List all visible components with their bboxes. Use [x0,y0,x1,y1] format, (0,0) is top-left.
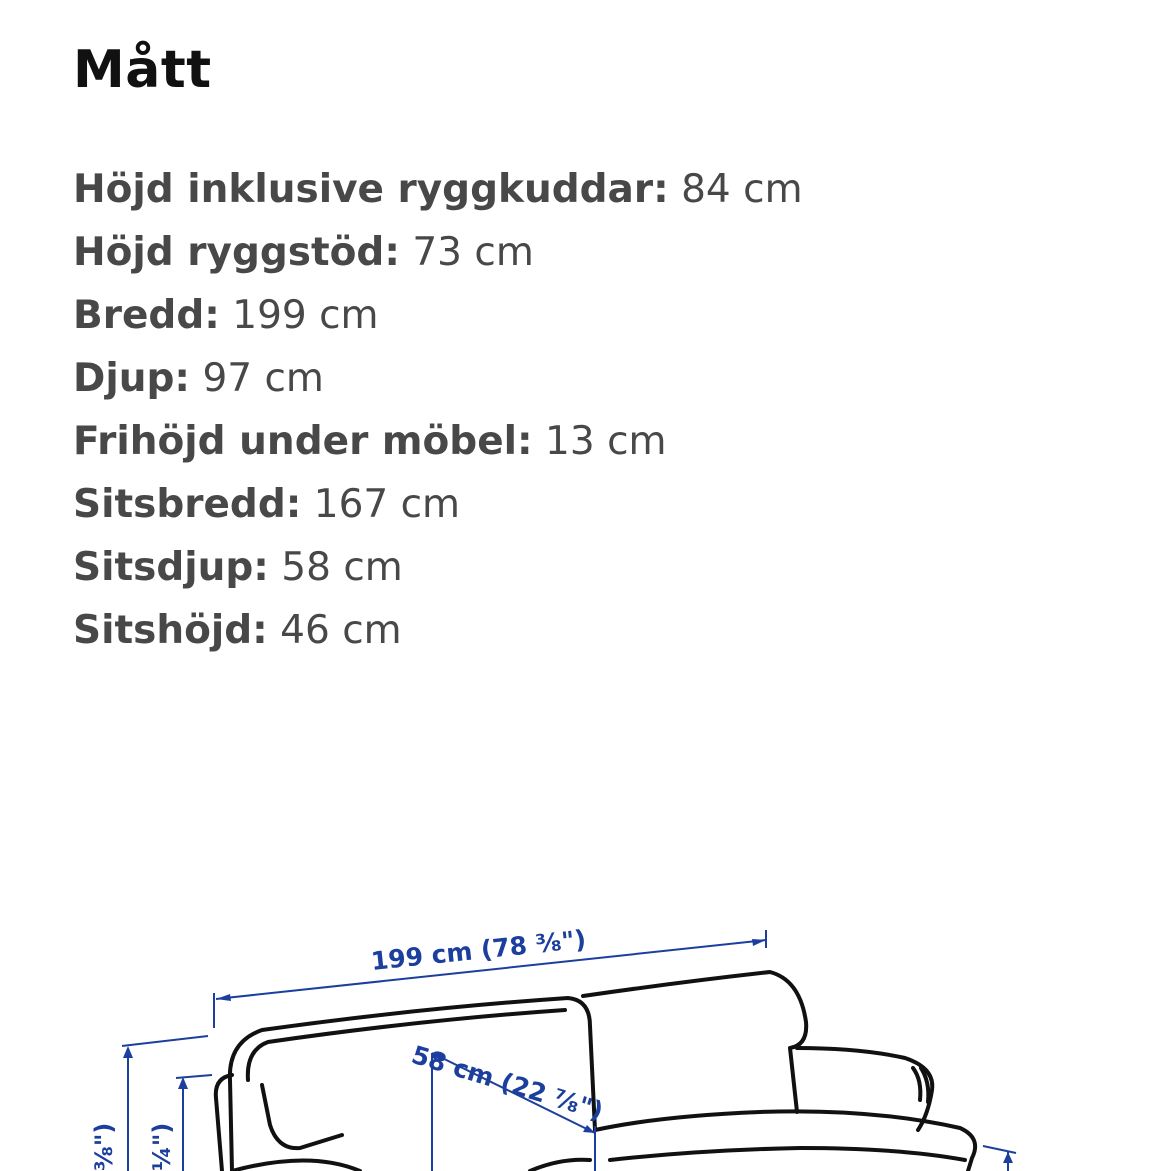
measurement-value: 46 cm [280,608,402,653]
measurement-label: Sitsbredd: [73,482,302,527]
measurement-row-width [73,288,803,351]
measurement-label: Frihöjd under möbel: [73,419,533,464]
seat-depth-dimension-label: 58 cm (22 ⁷⁄₈") [408,1040,607,1126]
measurement-value: 84 cm [681,167,803,212]
page-title: Mått [73,40,212,100]
measurement-value: 13 cm [545,419,667,464]
measurement-row-clearance [73,414,803,477]
measurement-value: 58 cm [281,545,403,590]
measurement-row-height-incl-cushions [73,162,803,225]
measurement-value: 73 cm [412,230,534,275]
measurement-row-seat-width [73,477,803,540]
measurement-row-seat-height [73,603,803,666]
width-dimension-label: 199 cm (78 ³⁄₈") [369,924,588,976]
measurement-row-backrest-height [73,225,803,288]
measurement-label: Sitshöjd: [73,608,268,653]
measurement-row-depth [73,351,803,414]
measurement-value: 97 cm [202,356,324,401]
measurement-label: Sitsdjup: [73,545,269,590]
measurement-label: Höjd inklusive ryggkuddar: [73,167,669,212]
measurement-value: 167 cm [313,482,461,527]
measurement-label: Bredd: [73,293,220,338]
measurement-value: 199 cm [232,293,379,338]
left-height-dimension-label: ⅜") [90,1122,118,1171]
left-seat-height-dimension-label: ¼") [148,1122,176,1171]
measurement-list [73,162,803,666]
sofa-dimension-diagram [0,900,1170,1171]
measurement-row-seat-depth [73,540,803,603]
measurement-label: Höjd ryggstöd: [73,230,400,275]
measurement-label: Djup: [73,356,191,401]
